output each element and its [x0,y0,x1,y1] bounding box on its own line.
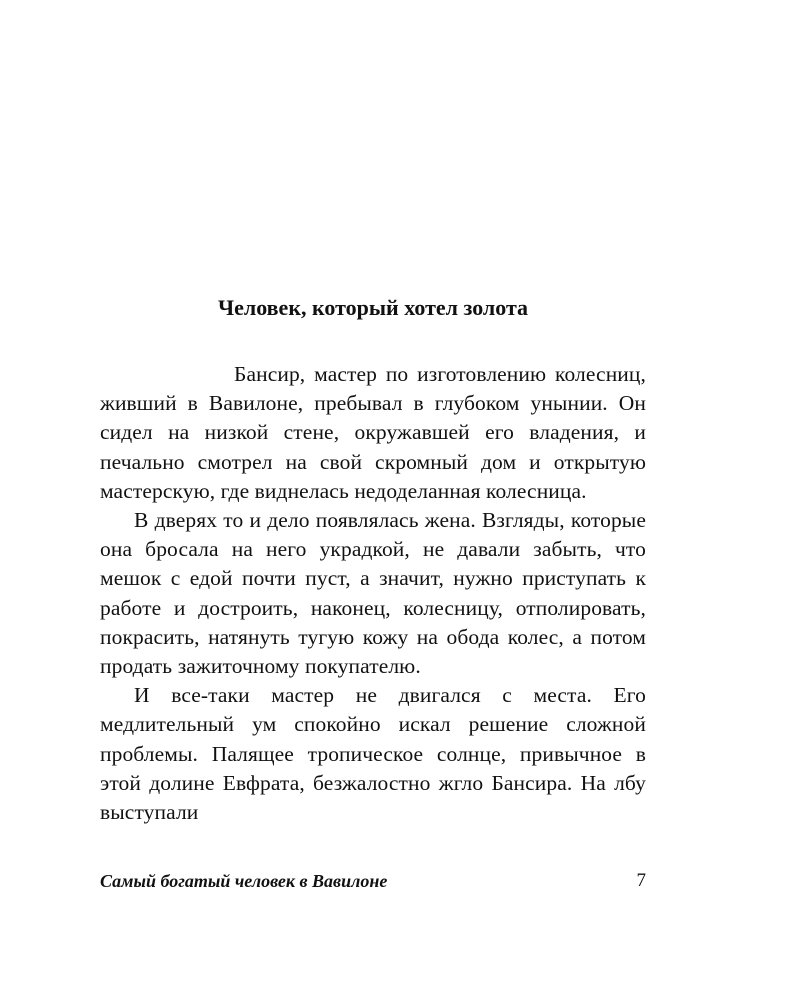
body-text [100,360,646,827]
paragraph-3: И все-таки мастер не двигался с места. Его медлительный ум спокойно искал решение сложной проблемы. Палящее тропическое солнце, привычное в этой долине Евфрата, безжалостно жгло Бансира. На лбу выступали [100,683,646,825]
paragraph-1: Бансир, мастер по изготовлению колесниц, живший в Вавилоне, пребывал в глубоком унынии. Он сидел на низкой стене, окружавшей его владения, и печально смотрел на свой скромный дом и открытую мастерскую, где виднелась недоделанная колесница. [100,362,646,503]
running-footer [100,868,646,894]
chapter-title: Человек, который хотел золота [217,295,529,320]
paragraph-2: В дверях то и дело появлялась жена. Взгляды, которые она бросала на него украдкой, не давали забыть, что мешок с едой почти пуст, а значит, нужно приступать к работе и достроить, наконец, колесницу, отполировать, покрасить, натянуть тугую кожу на обода колес, а потом продать зажиточному покупателю. [100,508,646,679]
page-number: 7 [636,870,646,891]
running-footer-book-title: Самый богатый человек в Вавилоне [100,871,388,891]
